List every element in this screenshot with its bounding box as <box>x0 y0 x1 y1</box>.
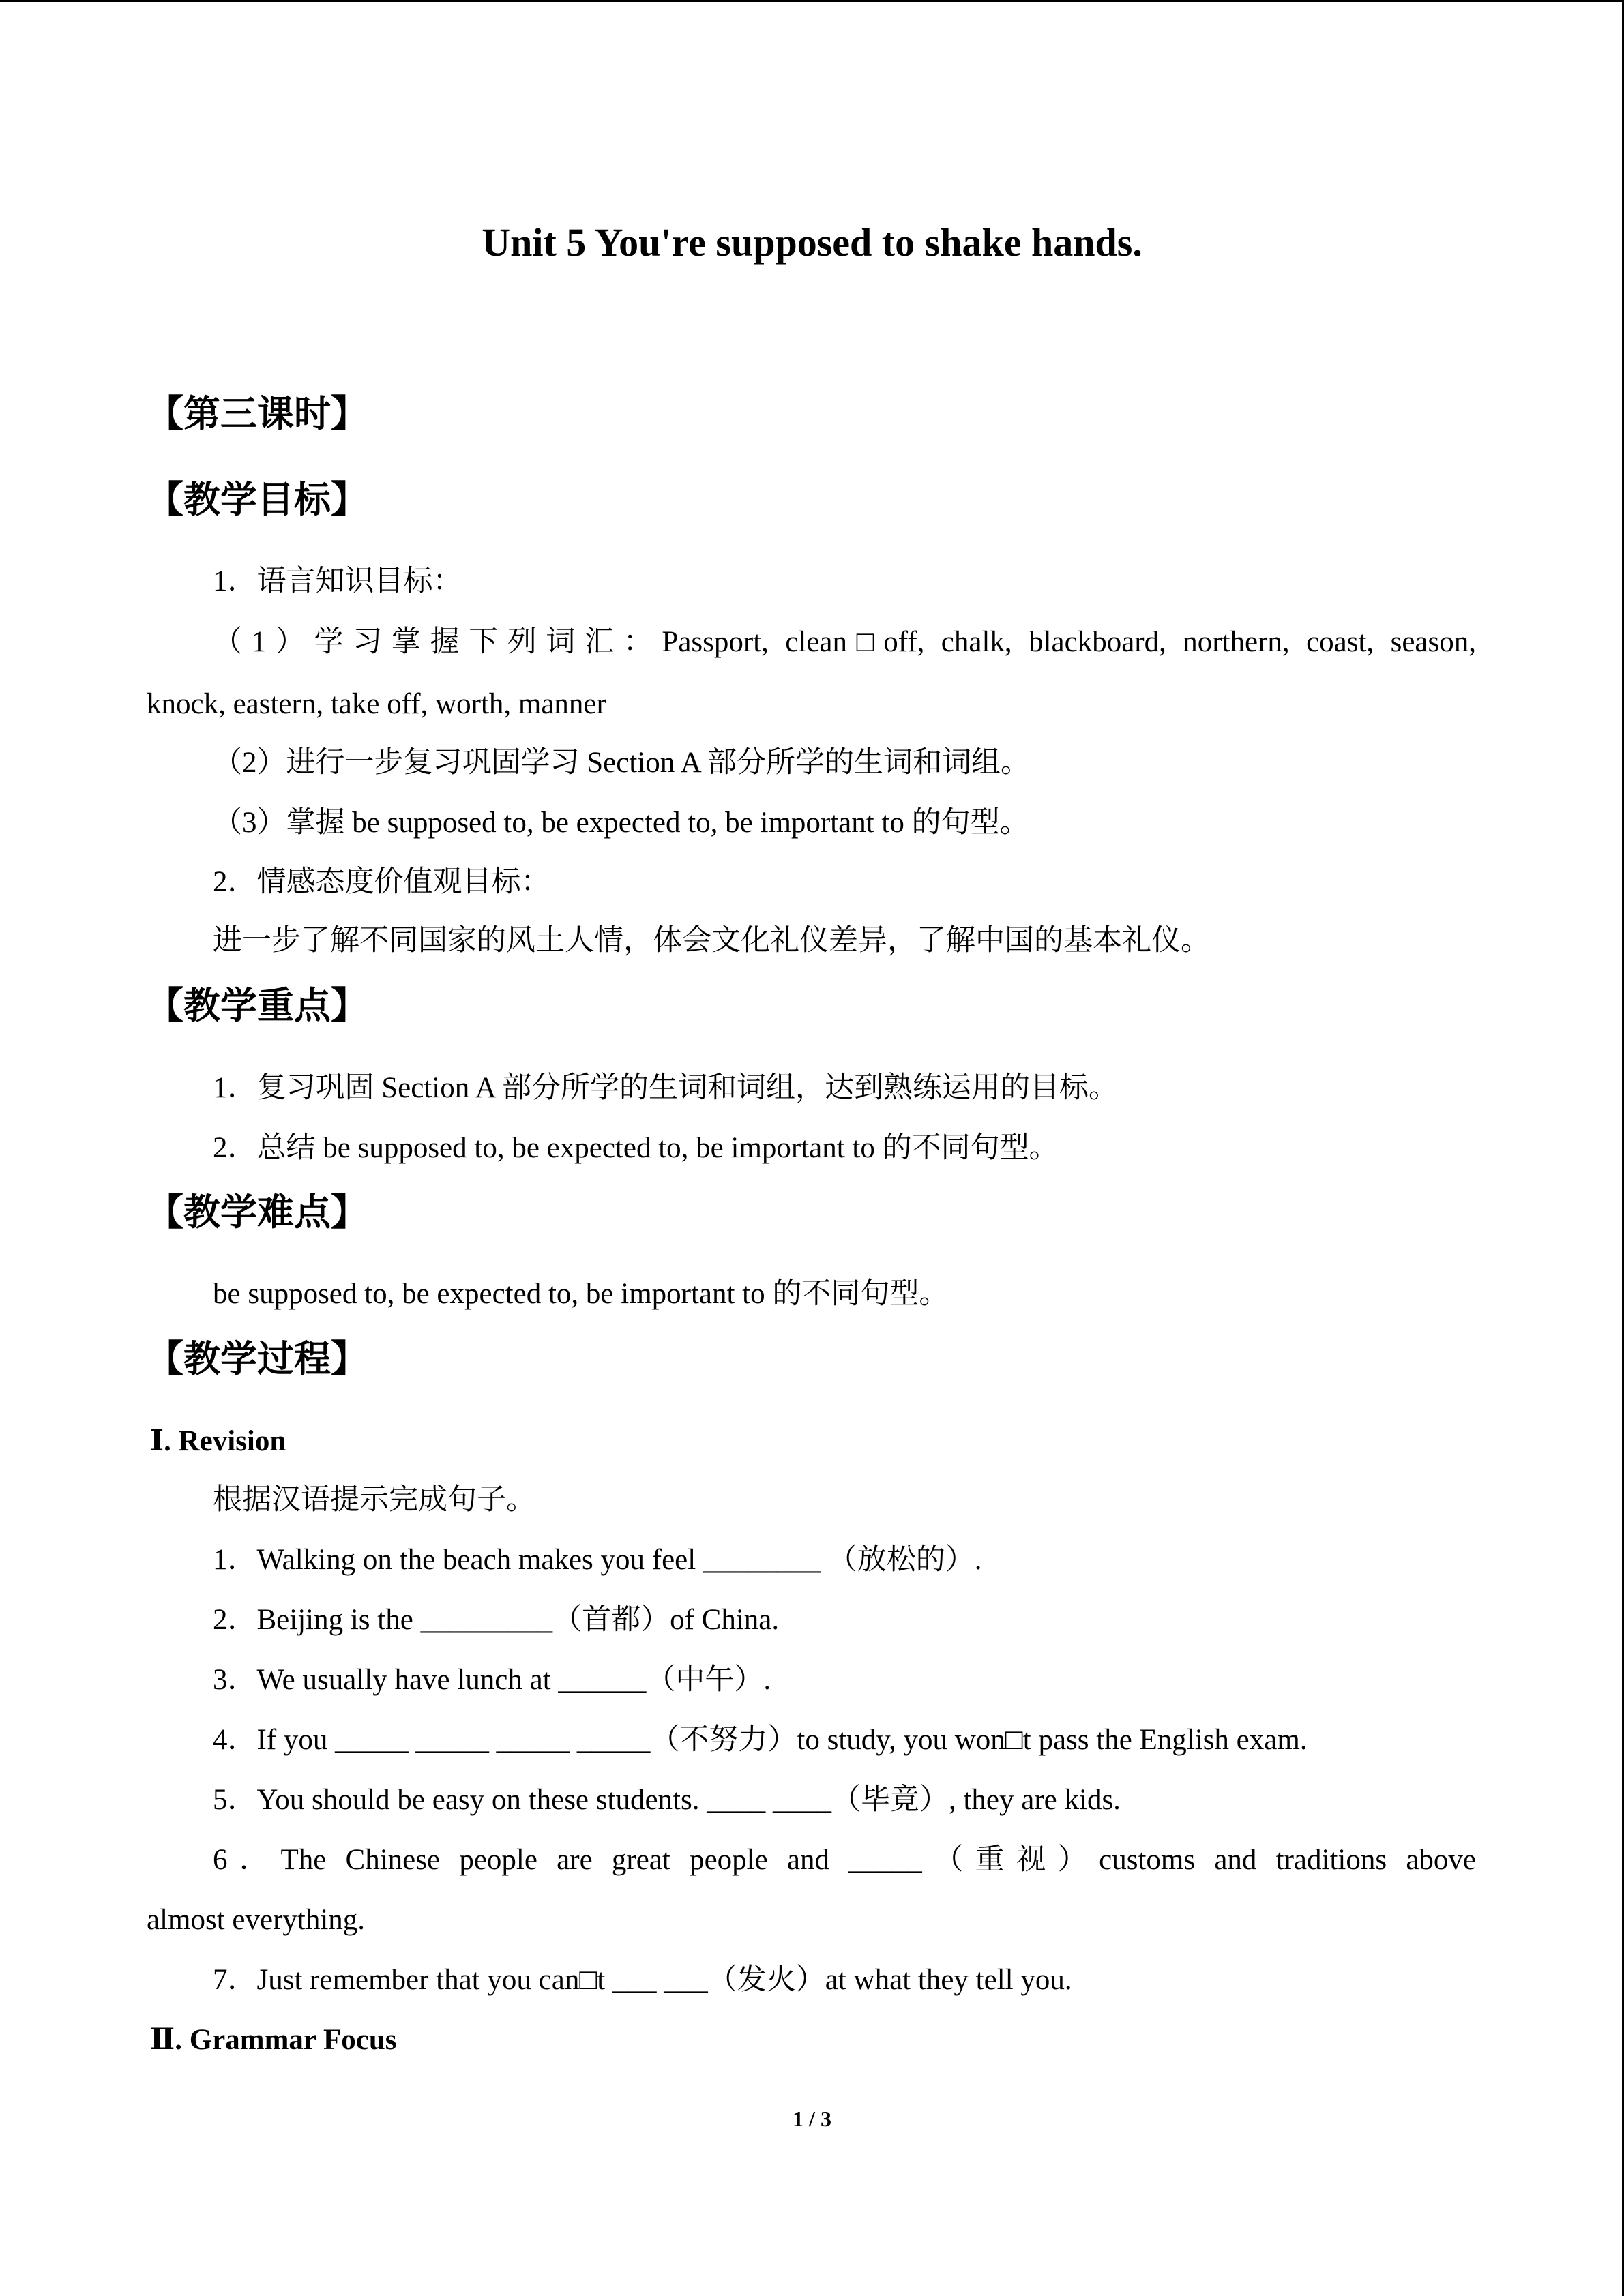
objective-item-1-1-line1: （1）学习掌握下列词汇：Passport, clean□off, chalk, blackboard, northern, coast, season, <box>213 626 1476 658</box>
revision-heading: Ⅰ. Revision <box>150 1425 286 1457</box>
objective-item-2: 2．情感态度价值观目标： <box>213 866 550 898</box>
objective-item-1-2: （2）进行一步复习巩固学习 Section A 部分所学的生词和词组。 <box>213 747 1031 779</box>
top-border-line <box>0 0 1624 2</box>
process-heading: 【教学过程】 <box>147 1339 368 1380</box>
key-point-item-2: 2．总结 be supposed to, be expected to, be important to 的不同句型。 <box>213 1132 1059 1164</box>
difficulties-text: be supposed to, be expected to, be important to 的不同句型。 <box>213 1278 949 1310</box>
objectives-heading: 【教学目标】 <box>147 479 368 520</box>
objective-item-1-3: （3）掌握 be supposed to, be expected to, be important to 的句型。 <box>213 807 1029 839</box>
exercise-item-6-line1: 6．The Chinese people are great people and _____（重视）customs and traditions above <box>213 1844 1476 1876</box>
exercise-item-2: 2．Beijing is the _________（首都）of China. <box>213 1604 780 1636</box>
key-point-item-1: 1．复习巩固 Section A 部分所学的生词和词组，达到熟练运用的目标。 <box>213 1072 1119 1104</box>
revision-instruction: 根据汉语提示完成句子。 <box>213 1484 535 1516</box>
exercise-item-6-line2: almost everything. <box>147 1904 366 1936</box>
grammar-focus-heading: Ⅱ. Grammar Focus <box>150 2024 397 2056</box>
difficulties-heading: 【教学难点】 <box>147 1192 368 1233</box>
page-number: 1 / 3 <box>793 2106 831 2131</box>
exercise-item-5: 5．You should be easy on these students. ____ ____（毕竟）, they are kids. <box>213 1784 1121 1816</box>
objective-item-1-1-line2: knock, eastern, take off, worth, manner <box>147 688 606 720</box>
document-title: Unit 5 You're supposed to shake hands. <box>482 220 1142 265</box>
lesson-period-heading: 【第三课时】 <box>147 393 368 434</box>
objective-item-2-text: 进一步了解不同国家的风土人情，体会文化礼仪差异，了解中国的基本礼仪。 <box>213 925 1210 957</box>
exercise-item-3: 3．We usually have lunch at ______（中午）. <box>213 1664 771 1696</box>
key-points-heading: 【教学重点】 <box>147 985 368 1026</box>
objective-item-1: 1．语言知识目标： <box>213 565 462 597</box>
exercise-item-4: 4．If you _____ _____ _____ _____（不努力）to study, you won□t pass the English exam. <box>213 1724 1308 1756</box>
exercise-item-1: 1．Walking on the beach makes you feel ________ （放松的）. <box>213 1544 982 1576</box>
exercise-item-7: 7．Just remember that you can□t ___ ___（发火）at what they tell you. <box>213 1964 1072 1996</box>
